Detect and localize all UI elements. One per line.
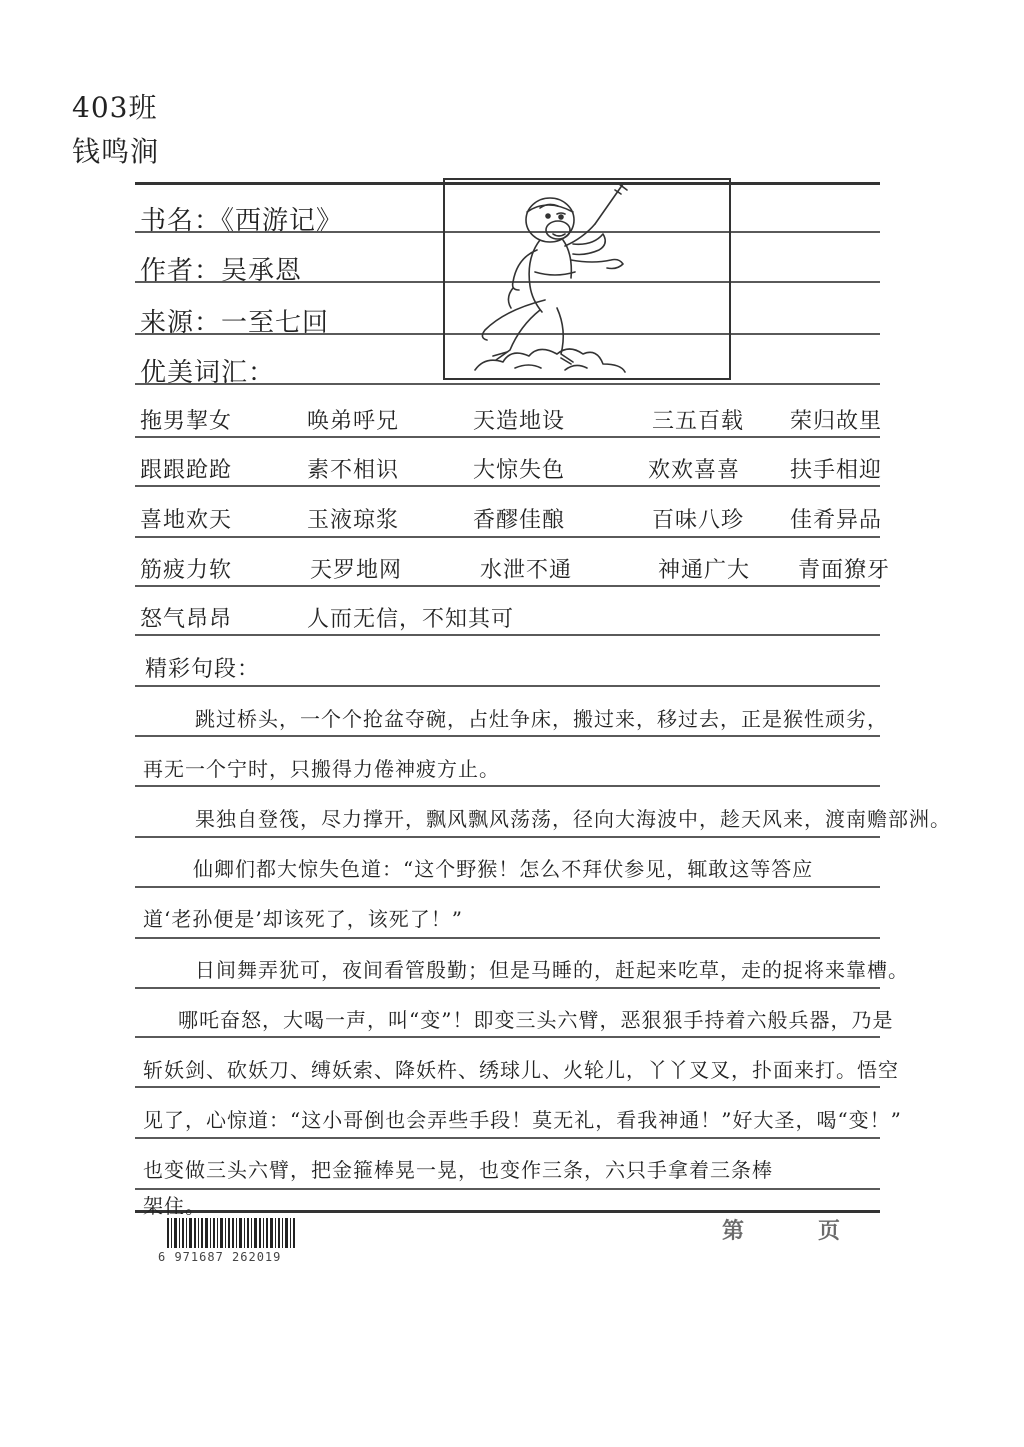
vocab-word: 人而无信，不知其可 (307, 607, 515, 632)
passage-line: 斩妖剑、砍妖刀、缚妖索、降妖杵、绣球儿、火轮儿，丫丫叉叉，扑面来打。悟空 (143, 1058, 899, 1082)
vocab-word: 欢欢喜喜 (648, 458, 741, 483)
student-name: 钱鸣涧 (72, 135, 160, 168)
monkey-king-sketch-icon (445, 180, 729, 378)
vocab-word: 青面獠牙 (798, 558, 891, 583)
ruled-line (135, 585, 880, 587)
ruled-line (135, 485, 880, 487)
ruled-line (135, 634, 880, 636)
bottom-rule (135, 1210, 880, 1213)
vocab-heading: 优美词汇： (140, 358, 276, 388)
page-label-ye: 页 (818, 1219, 841, 1244)
vocab-word: 三五百载 (652, 409, 745, 434)
ruled-line (135, 937, 880, 939)
book-source: 来源：一至七回 (140, 308, 330, 338)
ruled-line (135, 536, 880, 538)
vocab-word: 百味八珍 (652, 508, 745, 533)
passages-heading: 精彩句段： (145, 657, 261, 682)
vocab-word: 佳肴异品 (790, 508, 883, 533)
vocab-word: 香醪佳酿 (473, 508, 566, 533)
vocab-word: 荣归故里 (790, 409, 883, 434)
class-label: 403班 (72, 91, 158, 124)
vocab-word: 水泄不通 (480, 558, 573, 583)
barcode-icon (167, 1218, 295, 1248)
ruled-line (135, 836, 880, 838)
passage-line: 仙卿们都大惊失色道：“这个野猴！怎么不拜伏参见，辄敢这等答应 (193, 857, 814, 881)
ruled-line (135, 987, 880, 989)
ruled-line (135, 735, 880, 737)
vocab-word: 玉液琼浆 (307, 508, 400, 533)
ruled-line (135, 1188, 880, 1190)
vocab-word: 唤弟呼兄 (307, 409, 400, 434)
page-label-di: 第 (722, 1219, 745, 1244)
vocab-word: 天造地设 (473, 409, 566, 434)
vocab-word: 素不相识 (307, 458, 400, 483)
book-author: 作者：吴承恩 (140, 256, 303, 286)
ruled-line (135, 1137, 880, 1139)
passage-line: 见了，心惊道：“这小哥倒也会弄些手段！莫无礼，看我神通！”好大圣，喝“变！” (143, 1108, 902, 1132)
vocab-word: 天罗地网 (310, 558, 403, 583)
vocab-word: 神通广大 (658, 558, 751, 583)
vocab-word: 喜地欢天 (140, 508, 233, 533)
monkey-king-illustration (443, 178, 731, 380)
ruled-line (135, 1036, 880, 1038)
vocab-word: 怒气昂昂 (140, 607, 233, 632)
passage-line: 果独自登筏，尽力撑开，飘风飘风荡荡，径向大海波中，趁天风来，渡南赡部洲。 (195, 807, 951, 831)
passage-line: 跳过桥头，一个个抢盆夺碗，占灶争床，搬过来，移过去，正是猴性顽劣， (195, 707, 888, 731)
ruled-line (135, 685, 880, 687)
vocab-word: 拖男挈女 (140, 409, 233, 434)
vocab-word: 筋疲力软 (140, 558, 233, 583)
passage-line: 日间舞弄犹可，夜间看管殷勤；但是马睡的，赶起来吃草，走的捉将来靠槽。 (195, 958, 909, 982)
ruled-line (135, 1086, 880, 1088)
vocab-word: 跟跟跄跄 (140, 458, 233, 483)
book-title: 书名：《西游记》 (140, 206, 344, 236)
passage-line: 架住。 (143, 1194, 206, 1218)
ruled-line (135, 785, 880, 787)
ruled-line (135, 436, 880, 438)
passage-line: 再无一个宁时，只搬得力倦神疲方止。 (143, 757, 500, 781)
barcode-number: 6 971687 262019 (158, 1250, 282, 1264)
passage-line: 也变做三头六臂，把金箍棒晃一晃，也变作三条，六只手拿着三条棒 (143, 1158, 773, 1182)
vocab-word: 大惊失色 (473, 458, 566, 483)
vocab-word: 扶手相迎 (790, 458, 883, 483)
ruled-line (135, 886, 880, 888)
passage-line: 哪吒奋怒，大喝一声，叫“变”！即变三头六臂，恶狠狠手持着六般兵器，乃是 (178, 1008, 894, 1032)
passage-line: 道‘老孙便是’却该死了，该死了！” (143, 907, 463, 931)
